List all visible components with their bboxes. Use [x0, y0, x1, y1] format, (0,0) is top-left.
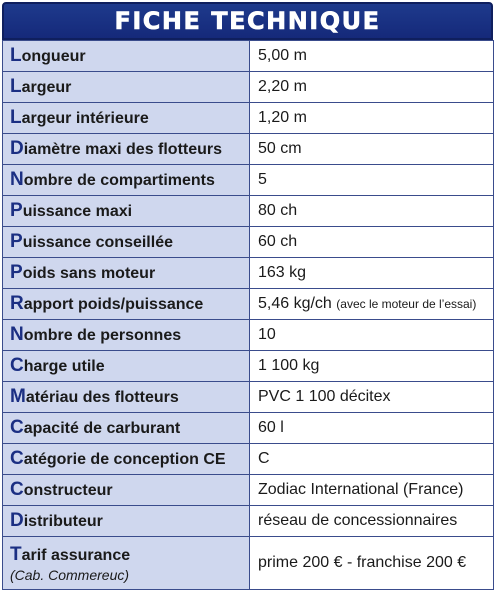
- label-rest: ombre de personnes: [23, 327, 182, 344]
- spec-label: [3, 134, 250, 165]
- spec-value: [250, 289, 494, 320]
- label-rest: onstructeur: [23, 482, 113, 499]
- spec-label: [3, 103, 250, 134]
- spec-value: 1,20 m: [250, 103, 494, 134]
- label-initial: C: [10, 417, 24, 438]
- spec-header: [2, 2, 493, 40]
- spec-value: 60 l: [250, 413, 494, 444]
- label-rest: istributeur: [23, 513, 103, 530]
- spec-label: [3, 413, 250, 444]
- label-rest: ombre de compartiments: [23, 172, 215, 189]
- table-row: [3, 103, 494, 134]
- spec-value: 163 kg: [250, 258, 494, 289]
- label-initial: R: [10, 293, 24, 314]
- label-rest: uissance maxi: [22, 203, 133, 220]
- spec-label: [3, 475, 250, 506]
- table-row: [3, 196, 494, 227]
- label-rest: iamètre maxi des flotteurs: [23, 141, 223, 158]
- spec-label: [3, 537, 250, 590]
- label-rest: argeur intérieure: [21, 110, 149, 127]
- spec-label: [3, 351, 250, 382]
- table-row: [3, 444, 494, 475]
- table-row: [3, 506, 494, 537]
- table-row: [3, 41, 494, 72]
- spec-value: Zodiac International (France): [250, 475, 494, 506]
- label-rest: arif assurance: [21, 546, 131, 564]
- spec-label: [3, 444, 250, 475]
- value-note: (avec le moteur de l’essai): [336, 297, 477, 311]
- label-initial: C: [10, 355, 24, 376]
- spec-value: 50 cm: [250, 134, 494, 165]
- label-initial: T: [10, 543, 22, 565]
- spec-title: FICHE TECHNIQUE: [114, 7, 381, 35]
- table-row: [3, 72, 494, 103]
- label-rest: apport poids/puissance: [23, 296, 204, 313]
- label-rest: atériau des flotteurs: [25, 389, 179, 406]
- table-row: [3, 320, 494, 351]
- label-initial: C: [10, 448, 24, 469]
- table-row: [3, 134, 494, 165]
- label-initial: P: [10, 200, 23, 221]
- label-rest: ongueur: [21, 48, 86, 65]
- spec-value: 80 ch: [250, 196, 494, 227]
- label-initial: L: [10, 45, 22, 66]
- label-initial: L: [10, 107, 22, 128]
- spec-label: [3, 506, 250, 537]
- label-initial: P: [10, 262, 23, 283]
- spec-value: 60 ch: [250, 227, 494, 258]
- spec-label: [3, 72, 250, 103]
- spec-value: C: [250, 444, 494, 475]
- spec-value: 5,00 m: [250, 41, 494, 72]
- spec-label: [3, 289, 250, 320]
- label-sub: (Cab. Commereuc): [10, 566, 130, 583]
- spec-label: [3, 320, 250, 351]
- label-initial: D: [10, 510, 24, 531]
- label-rest: oids sans moteur: [22, 265, 156, 282]
- value-main: 5,46 kg/ch: [258, 295, 332, 312]
- spec-table: [2, 40, 494, 590]
- label-rest: harge utile: [23, 358, 105, 375]
- spec-value: 5: [250, 165, 494, 196]
- table-row: [3, 351, 494, 382]
- spec-label: [3, 227, 250, 258]
- table-row: [3, 537, 494, 590]
- spec-value: PVC 1 100 décitex: [250, 382, 494, 413]
- spec-label: [3, 165, 250, 196]
- spec-value: 1 100 kg: [250, 351, 494, 382]
- label-initial: N: [10, 169, 24, 190]
- table-row: [3, 165, 494, 196]
- spec-label: [3, 382, 250, 413]
- table-row: [3, 475, 494, 506]
- spec-label: [3, 196, 250, 227]
- label-rest: atégorie de conception CE: [23, 451, 226, 468]
- spec-label: [3, 41, 250, 72]
- label-rest: apacité de carburant: [23, 420, 181, 437]
- label-initial: D: [10, 138, 24, 159]
- label-rest: argeur: [21, 79, 72, 96]
- label-initial: N: [10, 324, 24, 345]
- spec-label: [3, 258, 250, 289]
- table-row: [3, 258, 494, 289]
- spec-value: prime 200 € - franchise 200 €: [250, 537, 494, 590]
- label-initial: C: [10, 479, 24, 500]
- spec-value: réseau de concessionnaires: [250, 506, 494, 537]
- spec-value: 10: [250, 320, 494, 351]
- label-initial: M: [10, 386, 26, 407]
- label-initial: P: [10, 231, 23, 252]
- table-row: [3, 382, 494, 413]
- table-row: [3, 413, 494, 444]
- label-initial: L: [10, 76, 22, 97]
- table-row: [3, 227, 494, 258]
- spec-value: 2,20 m: [250, 72, 494, 103]
- spec-sheet: [2, 2, 493, 598]
- label-rest: uissance conseillée: [22, 234, 173, 251]
- table-row: [3, 289, 494, 320]
